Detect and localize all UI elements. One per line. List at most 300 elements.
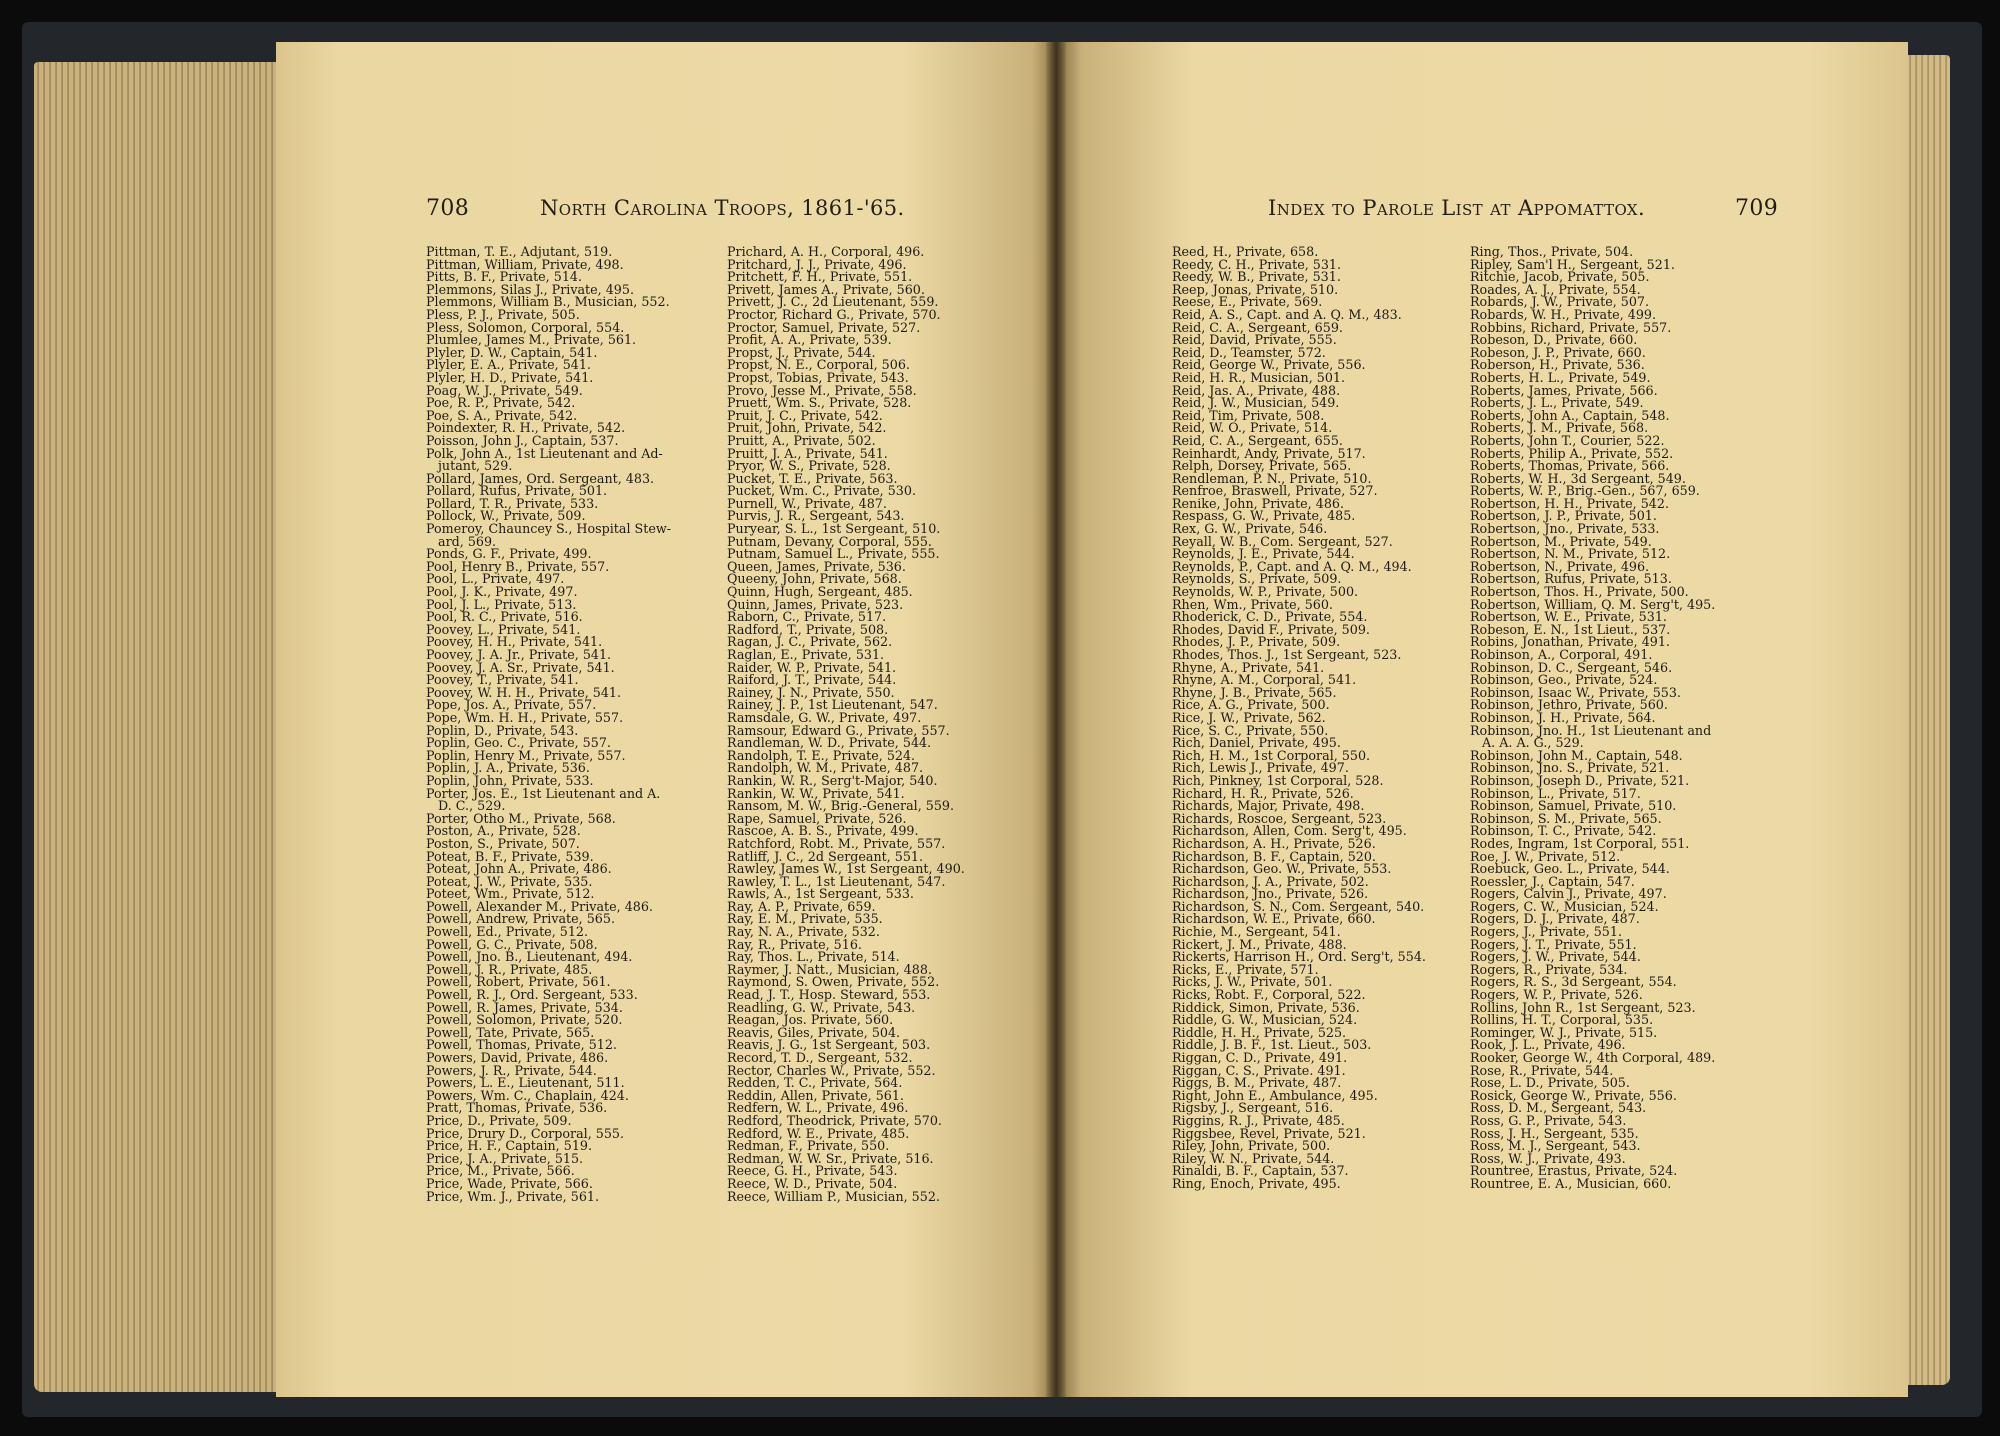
index-entry: Renfroe, Braswell, Private, 527.: [1172, 483, 1378, 499]
index-entry: Poovey, H. H., Private, 541.: [426, 634, 603, 650]
index-entry: Privett, J. C., 2d Lieutenant, 559.: [727, 294, 939, 310]
index-entry: Pritchard, J. J., Private, 496.: [727, 256, 907, 272]
book-gutter: [1046, 42, 1066, 1397]
index-entry: Poteat, J. W., Private, 535.: [426, 873, 593, 889]
index-entry: Rhodes, J. P., Private, 509.: [1172, 634, 1341, 650]
index-entry: D. C., 529.: [438, 798, 506, 814]
index-entry: A. A. A. G., 529.: [1482, 735, 1584, 751]
index-entry: Roades, A. J., Private, 554.: [1470, 281, 1641, 297]
index-entry: Poplin, D., Private, 543.: [426, 722, 579, 738]
index-entry: Reece, W. D., Private, 504.: [727, 1175, 898, 1191]
page-edges-right: [1906, 55, 1950, 1385]
index-entry: Richardson, Allen, Com. Serg't, 495.: [1172, 823, 1407, 839]
index-entry: Reid, J. W., Musician, 549.: [1172, 395, 1340, 411]
index-entry: Robinson, Samuel, Private, 510.: [1470, 798, 1677, 814]
index-entry: Ring, Enoch, Private, 495.: [1172, 1175, 1341, 1191]
index-entry: Privett, James A., Private, 560.: [727, 281, 925, 297]
index-entry: Rogers, R. S., 3d Sergeant, 554.: [1470, 974, 1677, 990]
right-page-column-1: [1172, 246, 1492, 1191]
index-entry: Richie, M., Sergeant, 541.: [1172, 924, 1341, 940]
index-entry: Reid, H. R., Musician, 501.: [1172, 369, 1346, 385]
index-entry: Pruit, John, Private, 542.: [727, 420, 887, 436]
index-entry: Ransom, M. W., Brig.-General, 559.: [727, 798, 955, 814]
index-entry: Riggsbee, Revel, Private, 521.: [1172, 1125, 1366, 1141]
index-entry: Price, Wade, Private, 566.: [426, 1175, 593, 1191]
index-entry: Reagan, Jos. Private, 560.: [727, 1012, 894, 1028]
index-entry: Redden, T. C., Private, 564.: [727, 1075, 903, 1091]
index-entry: Robins, Jonathan, Private, 491.: [1470, 634, 1670, 650]
index-entry: Robinson, L., Private, 517.: [1470, 785, 1641, 801]
index-entry: Relph, Dorsey, Private, 565.: [1172, 458, 1352, 474]
index-entry: Redman, W. W. Sr., Private, 516.: [727, 1150, 934, 1166]
index-entry: Rhen, Wm., Private, 560.: [1172, 596, 1333, 612]
index-entry: Powell, Robert, Private, 561.: [426, 974, 611, 990]
index-entry: Pryor, W. S., Private, 528.: [727, 458, 891, 474]
index-entry: Rainey, J. N., Private, 550.: [727, 684, 895, 700]
index-entry: Reinhardt, Andy, Private, 517.: [1172, 445, 1366, 461]
index-entry: Reynolds, P., Capt. and A. Q. M., 494.: [1172, 558, 1412, 574]
index-entry: Pool, J. L., Private, 513.: [426, 596, 577, 612]
index-entry: ard, 569.: [438, 533, 497, 549]
index-entry: Randolph, W. M., Private, 487.: [727, 760, 924, 776]
index-entry: Rigsby, J., Sergeant, 516.: [1172, 1100, 1334, 1116]
index-entry: Roberts, J. L., Private, 549.: [1470, 395, 1644, 411]
index-entry: Price, Wm. J., Private, 561.: [426, 1188, 599, 1204]
index-entry: Reid, D., Teamster, 572.: [1172, 344, 1326, 360]
left-page-column-2: [727, 246, 1047, 1203]
index-entry: Reavis, Giles, Private, 504.: [727, 1024, 901, 1040]
index-entry: Ross, D. M., Sergeant, 543.: [1470, 1100, 1647, 1116]
index-entry: Rodes, Ingram, 1st Corporal, 551.: [1470, 835, 1690, 851]
index-entry: Riggs, B. M., Private, 487.: [1172, 1075, 1342, 1091]
index-entry: Pucket, T. E., Private, 563.: [727, 470, 898, 486]
index-entry: Robertson, Rufus, Private, 513.: [1470, 571, 1672, 587]
index-entry: Read, J. T., Hosp. Steward, 553.: [727, 987, 931, 1003]
index-entry: Rose, L. D., Private, 505.: [1470, 1075, 1630, 1091]
index-entry: Reid, George W., Private, 556.: [1172, 357, 1366, 373]
index-entry: Profit, A. A., Private, 539.: [727, 332, 892, 348]
index-entry: Powell, Andrew, Private, 565.: [426, 911, 615, 927]
index-entry: Ratliff, J. C., 2d Sergeant, 551.: [727, 848, 924, 864]
index-entry: Reed, H., Private, 658.: [1172, 244, 1319, 259]
index-entry: Powell, Tate, Private, 565.: [426, 1024, 595, 1040]
index-entry: Robinson, D. C., Sergeant, 546.: [1470, 659, 1673, 675]
index-entry: Robinson, Isaac W., Private, 553.: [1470, 684, 1681, 700]
index-entry: Redman, F., Private, 550.: [727, 1138, 890, 1154]
index-entry: Poston, S., Private, 507.: [426, 835, 580, 851]
index-entry: Readling, G. W., Private, 543.: [727, 999, 916, 1015]
index-entry: Richard, H. R., Private, 526.: [1172, 785, 1354, 801]
index-entry: Reid, Tim, Private, 508.: [1172, 407, 1325, 423]
index-entry: Richardson, W. E., Private, 660.: [1172, 911, 1376, 927]
index-entry: Pruett, Wm. S., Private, 528.: [727, 395, 912, 411]
index-entry: Roberts, Philip A., Private, 552.: [1470, 445, 1674, 461]
index-entry: Powell, Thomas, Private, 512.: [426, 1037, 617, 1053]
index-entry: Robinson, S. M., Private, 565.: [1470, 810, 1662, 826]
index-entry: Poplin, J. A., Private, 536.: [426, 760, 590, 776]
index-entry: Ripley, Sam'l H., Sergeant, 521.: [1470, 256, 1675, 272]
index-entry: Pruitt, J. A., Private, 541.: [727, 445, 888, 461]
index-entry: Riley, John, Private, 500.: [1172, 1138, 1331, 1154]
index-entry: Randleman, W. D., Private, 544.: [727, 735, 932, 751]
index-entry: Roberts, Thomas, Private, 566.: [1470, 458, 1670, 474]
index-entry: Richardson, Jno., Private, 526.: [1172, 886, 1369, 902]
index-entry: Propst, N. E., Corporal, 506.: [727, 357, 910, 373]
index-entry: Porter, Jos. E., 1st Lieutenant and A.: [426, 785, 661, 801]
index-entry: Plyler, H. D., Private, 541.: [426, 369, 594, 385]
right-page-column-2: [1470, 246, 1790, 1191]
index-entry: Proctor, Samuel, Private, 527.: [727, 319, 921, 335]
index-entry: Pless, Solomon, Corporal, 554.: [426, 319, 625, 335]
index-entry: Robertson, Jno., Private, 533.: [1470, 521, 1660, 537]
index-entry: Rountree, E. A., Musician, 660.: [1470, 1175, 1672, 1191]
index-entry: Pollard, Rufus, Private, 501.: [426, 483, 608, 499]
index-entry: Quinn, James, Private, 523.: [727, 596, 904, 612]
index-entry: Poteat, John A., Private, 486.: [426, 861, 612, 877]
index-entry: Plemmons, William B., Musician, 552.: [426, 294, 670, 310]
index-entry: Rickert, J. M., Private, 488.: [1172, 936, 1347, 952]
index-entry: Raymond, S. Owen, Private, 552.: [727, 974, 940, 990]
index-entry: Pollock, W., Private, 509.: [426, 508, 586, 524]
index-entry: Prichard, A. H., Corporal, 496.: [727, 244, 925, 259]
index-entry: Queeny, John, Private, 568.: [727, 571, 902, 587]
index-entry: Riley, W. N., Private, 544.: [1172, 1150, 1335, 1166]
index-entry: Rex, G. W., Private, 546.: [1172, 521, 1328, 537]
index-entry: Pollard, James, Ord. Sergeant, 483.: [426, 470, 655, 486]
index-entry: Pool, Henry B., Private, 557.: [426, 558, 610, 574]
index-entry: Poovey, J. A. Jr., Private, 541.: [426, 647, 612, 662]
index-entry: Rhyne, A., Private, 541.: [1172, 659, 1325, 675]
index-entry: Poteat, B. F., Private, 539.: [426, 848, 594, 864]
index-entry: Reynolds, W. P., Private, 500.: [1172, 584, 1359, 600]
index-entry: Rogers, J. T., Private, 551.: [1470, 936, 1637, 952]
index-entry: Reedy, W. B., Private, 531.: [1172, 269, 1341, 285]
index-entry: Pittman, T. E., Adjutant, 519.: [426, 244, 613, 259]
index-entry: Reedy, C. H., Private, 531.: [1172, 256, 1342, 272]
left-page-number: 708: [426, 196, 470, 221]
index-entry: Reid, David, Private, 555.: [1172, 332, 1337, 348]
index-entry: Roberts, H. L., Private, 549.: [1470, 369, 1651, 385]
index-entry: Ross, M. J., Sergeant, 543.: [1470, 1138, 1641, 1154]
index-entry: Roberts, James, Private, 566.: [1470, 382, 1658, 398]
index-entry: Ross, J. H., Sergeant, 535.: [1470, 1125, 1639, 1141]
index-entry: Pruitt, A., Private, 502.: [727, 432, 876, 448]
index-entry: Robertson, William, Q. M. Serg't, 495.: [1470, 596, 1716, 612]
index-entry: Price, H. F., Captain, 519.: [426, 1138, 592, 1154]
index-entry: Reese, E., Private, 569.: [1172, 294, 1323, 310]
index-entry: Richardson, A. H., Private, 526.: [1172, 835, 1376, 851]
index-entry: Rhyne, J. B., Private, 565.: [1172, 684, 1337, 700]
index-entry: Rogers, Calvin J., Private, 497.: [1470, 886, 1667, 902]
index-entry: Pool, R. C., Private, 516.: [426, 609, 583, 625]
index-entry: Rooker, George W., 4th Corporal, 489.: [1470, 1050, 1716, 1065]
index-entry: Poe, S. A., Private, 542.: [426, 407, 578, 423]
index-entry: Roberts, John A., Captain, 548.: [1470, 407, 1670, 423]
index-entry: Powers, J. R., Private, 544.: [426, 1062, 597, 1078]
index-entry: Reid, C. A., Sergeant, 659.: [1172, 319, 1343, 335]
index-entry: Raborn, C., Private, 517.: [727, 609, 887, 625]
index-entry: Robeson, J. P., Private, 660.: [1470, 344, 1646, 360]
index-entry: Provo, Jesse M., Private, 558.: [727, 382, 917, 398]
index-entry: Riddick, Simon, Private, 536.: [1172, 999, 1360, 1015]
index-entry: Robards, W. H., Private, 499.: [1470, 306, 1657, 322]
index-entry: Price, J. A., Private, 515.: [426, 1150, 584, 1166]
index-entry: Pool, L., Private, 497.: [426, 571, 565, 587]
index-entry: Reynolds, S., Private, 509.: [1172, 571, 1342, 587]
index-entry: Poplin, Geo. C., Private, 557.: [426, 735, 611, 751]
index-entry: Quinn, Hugh, Sergeant, 485.: [727, 584, 913, 600]
index-entry: Robards, J. W., Private, 507.: [1470, 294, 1650, 310]
index-entry: Pless, P. J., Private, 505.: [426, 306, 580, 322]
index-entry: Rhodes, Thos. J., 1st Sergeant, 523.: [1172, 647, 1402, 662]
index-entry: Poovey, T., Private, 541.: [426, 672, 579, 688]
index-entry: Rountree, Erastus, Private, 524.: [1470, 1163, 1678, 1179]
index-entry: Robeson, E. N., 1st Lieut., 537.: [1470, 621, 1671, 637]
index-entry: Robinson, T. C., Private, 542.: [1470, 823, 1657, 839]
index-entry: Powell, G. C., Private, 508.: [426, 936, 598, 952]
index-entry: Ray, Thos. L., Private, 514.: [727, 949, 900, 965]
index-entry: Respass, G. W., Private, 485.: [1172, 508, 1356, 524]
index-entry: Powers, Wm. C., Chaplain, 424.: [426, 1087, 629, 1103]
right-running-head: Index to Parole List at Appomattox.: [1268, 196, 1646, 220]
index-entry: Rose, R., Private, 544.: [1470, 1062, 1614, 1078]
index-entry: Reid, C. A., Sergeant, 655.: [1172, 432, 1343, 448]
index-entry: Poag, W. J., Private, 549.: [426, 382, 583, 398]
index-entry: Robertson, N., Private, 496.: [1470, 558, 1650, 574]
index-entry: Puryear, S. L., 1st Sergeant, 510.: [727, 521, 941, 537]
index-entry: Powers, L. E., Lieutenant, 511.: [426, 1075, 625, 1091]
index-entry: Roberson, H., Private, 536.: [1470, 357, 1645, 373]
index-entry: Rhyne, A. M., Corporal, 541.: [1172, 672, 1357, 688]
index-entry: Pitts, B. F., Private, 514.: [426, 269, 582, 285]
index-entry: Queen, James, Private, 536.: [727, 558, 906, 574]
index-entry: Richardson, J. A., Private, 502.: [1172, 873, 1369, 889]
index-entry: Rice, S. C., Private, 550.: [1172, 722, 1329, 738]
index-entry: Ponds, G. F., Private, 499.: [426, 546, 592, 562]
index-entry: Propst, J., Private, 544.: [727, 344, 876, 360]
index-entry: Powell, Ed., Private, 512.: [426, 924, 589, 940]
index-entry: Renike, John, Private, 486.: [1172, 495, 1344, 511]
index-entry: Ray, A. P., Private, 659.: [727, 898, 876, 914]
index-entry: Ricks, J. W., Private, 501.: [1172, 974, 1333, 990]
index-entry: Pruit, J. C., Private, 542.: [727, 407, 883, 423]
index-entry: Rogers, J. W., Private, 544.: [1470, 949, 1641, 965]
index-entry: Porter, Otho M., Private, 568.: [426, 810, 616, 826]
index-entry: Riddle, G. W., Musician, 524.: [1172, 1012, 1358, 1028]
index-entry: Radford, T., Private, 508.: [727, 621, 889, 637]
index-entry: Putnam, Devany, Corporal, 555.: [727, 533, 932, 549]
index-entry: Reece, William P., Musician, 552.: [727, 1188, 940, 1204]
index-entry: Rawley, T. L., 1st Lieutenant, 547.: [727, 873, 946, 889]
index-entry: Powell, R. James, Private, 534.: [426, 999, 623, 1015]
index-entry: Pittman, William, Private, 498.: [426, 256, 624, 272]
index-entry: Redford, W. E., Private, 485.: [727, 1125, 910, 1141]
index-entry: Ramsdale, G. W., Private, 497.: [727, 709, 922, 725]
index-entry: Raglan, E., Private, 531.: [727, 647, 885, 662]
index-entry: Price, Drury D., Corporal, 555.: [426, 1125, 625, 1141]
index-entry: Redfern, W. L., Private, 496.: [727, 1100, 909, 1116]
index-entry: Reid, Jas. A., Private, 488.: [1172, 382, 1341, 398]
index-entry: Powell, R. J., Ord. Sergeant, 533.: [426, 987, 638, 1003]
index-entry: Richardson, B. F., Captain, 520.: [1172, 848, 1376, 864]
index-entry: Poston, A., Private, 528.: [426, 823, 581, 839]
index-entry: Riggan, C. D., Private, 491.: [1172, 1050, 1348, 1065]
index-entry: Rhodes, David F., Private, 509.: [1172, 621, 1370, 637]
index-entry: Robinson, Geo., Private, 524.: [1470, 672, 1658, 688]
index-entry: Price, M., Private, 566.: [426, 1163, 575, 1179]
index-entry: Richards, Roscoe, Sergeant, 523.: [1172, 810, 1387, 826]
index-entry: Rickerts, Harrison H., Ord. Serg't, 554.: [1172, 949, 1426, 965]
index-entry: Richards, Major, Private, 498.: [1172, 798, 1365, 814]
index-entry: Reid, W. O., Private, 514.: [1172, 420, 1333, 436]
left-running-head: North Carolina Troops, 1861-'65.: [540, 196, 905, 220]
index-entry: Pool, J. K., Private, 497.: [426, 584, 578, 600]
index-entry: Raider, W. P., Private, 541.: [727, 659, 897, 675]
index-entry: Powell, J. R., Private, 485.: [426, 961, 593, 977]
index-entry: Robertson, H. H., Private, 542.: [1470, 495, 1669, 511]
index-entry: Richardson, S. N., Com. Sergeant, 540.: [1172, 898, 1425, 914]
index-entry: Ricks, E., Private, 571.: [1172, 961, 1319, 977]
index-entry: Plumlee, James M., Private, 561.: [426, 332, 637, 348]
index-entry: Pope, Wm. H. H., Private, 557.: [426, 709, 624, 725]
index-entry: Powell, Solomon, Private, 520.: [426, 1012, 623, 1028]
index-entry: Robinson, A., Corporal, 491.: [1470, 647, 1653, 662]
index-entry: Riddle, J. B. F., 1st. Lieut., 503.: [1172, 1037, 1372, 1053]
index-entry: Robinson, Jno. H., 1st Lieutenant and: [1470, 722, 1712, 738]
index-entry: Poindexter, R. H., Private, 542.: [426, 420, 626, 436]
index-entry: Raiford, J. T., Private, 544.: [727, 672, 897, 688]
index-entry: Putnam, Samuel L., Private, 555.: [727, 546, 940, 562]
index-entry: Robertson, N. M., Private, 512.: [1470, 546, 1671, 562]
index-entry: Raymer, J. Natt., Musician, 488.: [727, 961, 932, 977]
index-entry: Rape, Samuel, Private, 526.: [727, 810, 907, 826]
index-entry: Reep, Jonas, Private, 510.: [1172, 281, 1339, 297]
index-entry: Poteet, Wm., Private, 512.: [426, 886, 595, 902]
index-entry: Ricks, Robt. F., Corporal, 522.: [1172, 987, 1366, 1003]
index-entry: Ritchie, Jacob, Private, 505.: [1470, 269, 1650, 285]
index-entry: Poe, R. P., Private, 542.: [426, 395, 576, 411]
index-entry: Robertson, Thos. H., Private, 500.: [1470, 584, 1689, 600]
index-entry: Ray, R., Private, 516.: [727, 936, 862, 952]
index-entry: Ray, N. A., Private, 532.: [727, 924, 880, 940]
index-entry: Reece, G. H., Private, 543.: [727, 1163, 898, 1179]
index-entry: Ross, G. P., Private, 543.: [1470, 1112, 1627, 1128]
index-entry: Rinaldi, B. F., Captain, 537.: [1172, 1163, 1349, 1179]
index-entry: Roessler, J., Captain, 547.: [1470, 873, 1635, 889]
index-entry: Plyler, E. A., Private, 541.: [426, 357, 591, 373]
index-entry: Rich, Daniel, Private, 495.: [1172, 735, 1341, 751]
index-entry: Robinson, J. H., Private, 564.: [1470, 709, 1656, 725]
index-entry: Roberts, W. P., Brig.-Gen., 567, 659.: [1470, 483, 1700, 499]
index-entry: Riggan, C. S., Private. 491.: [1172, 1062, 1346, 1078]
right-page-number: 709: [1735, 196, 1779, 221]
index-entry: Powell, Jno. B., Lieutenant, 494.: [426, 949, 633, 965]
index-entry: Pomeroy, Chauncey S., Hospital Stew-: [426, 521, 671, 537]
index-entry: Poplin, Henry M., Private, 557.: [426, 747, 626, 763]
index-entry: Price, D., Private, 509.: [426, 1112, 572, 1128]
index-entry: Poisson, John J., Captain, 537.: [426, 432, 619, 448]
index-entry: Riddle, H. H., Private, 525.: [1172, 1024, 1347, 1040]
index-entry: Roberts, W. H., 3d Sergeant, 549.: [1470, 470, 1686, 486]
left-page-column-1: [426, 246, 746, 1203]
index-entry: Roberts, John T., Courier, 522.: [1470, 432, 1665, 448]
index-entry: Rook, J. L., Private, 496.: [1470, 1037, 1626, 1053]
index-entry: Reavis, J. G., 1st Sergeant, 503.: [727, 1037, 931, 1053]
index-entry: Plemmons, Silas J., Private, 495.: [426, 281, 634, 297]
index-entry: Rendleman, P. N., Private, 510.: [1172, 470, 1372, 486]
index-entry: Pucket, Wm. C., Private, 530.: [727, 483, 916, 499]
index-entry: Reyall, W. B., Com. Sergeant, 527.: [1172, 533, 1393, 549]
index-entry: Rogers, C. W., Musician, 524.: [1470, 898, 1659, 914]
index-entry: Pope, Jos. A., Private, 557.: [426, 697, 597, 713]
index-entry: Rawls, A., 1st Sergeant, 533.: [727, 886, 914, 902]
index-entry: Pritchett, F. H., Private, 551.: [727, 269, 913, 285]
index-entry: jutant, 529.: [438, 458, 513, 474]
index-entry: Robertson, J. P., Private, 501.: [1470, 508, 1657, 524]
index-entry: Powers, David, Private, 486.: [426, 1050, 609, 1065]
index-entry: Purvis, J. R., Sergeant, 543.: [727, 508, 905, 524]
index-entry: Rich, Pinkney, 1st Corporal, 528.: [1172, 772, 1384, 788]
index-entry: Propst, Tobias, Private, 543.: [727, 369, 909, 385]
index-entry: Purnell, W., Private, 487.: [727, 495, 887, 511]
index-entry: Riggins, R. J., Private, 485.: [1172, 1112, 1345, 1128]
index-entry: Proctor, Richard G., Private, 570.: [727, 306, 941, 322]
index-entry: Rogers, R., Private, 534.: [1470, 961, 1628, 977]
index-entry: Plyler, D. W., Captain, 541.: [426, 344, 598, 360]
index-entry: Record, T. D., Sergeant, 532.: [727, 1050, 913, 1065]
index-entry: Roberts, J. M., Private, 568.: [1470, 420, 1649, 436]
index-entry: Randolph, T. E., Private, 524.: [727, 747, 916, 763]
index-entry: Rankin, W. R., Serg't-Major, 540.: [727, 772, 938, 788]
index-entry: Rainey, J. P., 1st Lieutenant, 547.: [727, 697, 938, 713]
index-entry: Rector, Charles W., Private, 552.: [727, 1062, 936, 1078]
index-entry: Robinson, Joseph D., Private, 521.: [1470, 772, 1690, 788]
index-entry: Ray, E. M., Private, 535.: [727, 911, 883, 927]
index-entry: Roebuck, Geo. L., Private, 544.: [1470, 861, 1670, 877]
index-entry: Reynolds, J. E., Private, 544.: [1172, 546, 1355, 562]
index-entry: Rhoderick, C. D., Private, 554.: [1172, 609, 1368, 625]
index-entry: Rascoe, A. B. S., Private, 499.: [727, 823, 919, 839]
index-entry: Rich, H. M., 1st Corporal, 550.: [1172, 747, 1371, 763]
index-entry: Pollard, T. R., Private, 533.: [426, 495, 599, 511]
index-entry: Rice, A. G., Private, 500.: [1172, 697, 1330, 713]
index-entry: Robertson, W. E., Private, 531.: [1470, 609, 1667, 625]
index-entry: Rollins, John R., 1st Sergeant, 523.: [1470, 999, 1696, 1015]
index-entry: Rogers, D. J., Private, 487.: [1470, 911, 1640, 927]
index-entry: Ragan, J. C., Private, 562.: [727, 634, 893, 650]
index-entry: Rogers, W. P., Private, 526.: [1470, 987, 1643, 1003]
index-entry: Ross, W. J., Private, 493.: [1470, 1150, 1626, 1166]
index-entry: Rankin, W. W., Private, 541.: [727, 785, 905, 801]
index-entry: Reddin, Allen, Private, 561.: [727, 1087, 904, 1103]
index-entry: Poovey, W. H. H., Private, 541.: [426, 684, 622, 700]
index-entry: Ratchford, Robt. M., Private, 557.: [727, 835, 946, 851]
index-entry: Robinson, Jethro, Private, 560.: [1470, 697, 1668, 713]
index-entry: Pratt, Thomas, Private, 536.: [426, 1100, 608, 1116]
index-entry: Rawley, James W., 1st Sergeant, 490.: [727, 861, 965, 877]
index-entry: Ring, Thos., Private, 504.: [1470, 244, 1634, 259]
index-entry: Rogers, J., Private, 551.: [1470, 924, 1622, 940]
page-edges-left: [34, 62, 286, 1392]
index-entry: Roe, J. W., Private, 512.: [1470, 848, 1621, 864]
index-entry: Polk, John A., 1st Lieutenant and Ad-: [426, 445, 663, 461]
index-entry: Rich, Lewis J., Private, 497.: [1172, 760, 1349, 776]
index-entry: Right, John E., Ambulance, 495.: [1172, 1087, 1378, 1103]
index-entry: Robeson, D., Private, 660.: [1470, 332, 1638, 348]
index-entry: Richardson, Geo. W., Private, 553.: [1172, 861, 1392, 877]
index-entry: Robertson, M., Private, 549.: [1470, 533, 1652, 549]
index-entry: Robinson, John M., Captain, 548.: [1470, 747, 1683, 763]
